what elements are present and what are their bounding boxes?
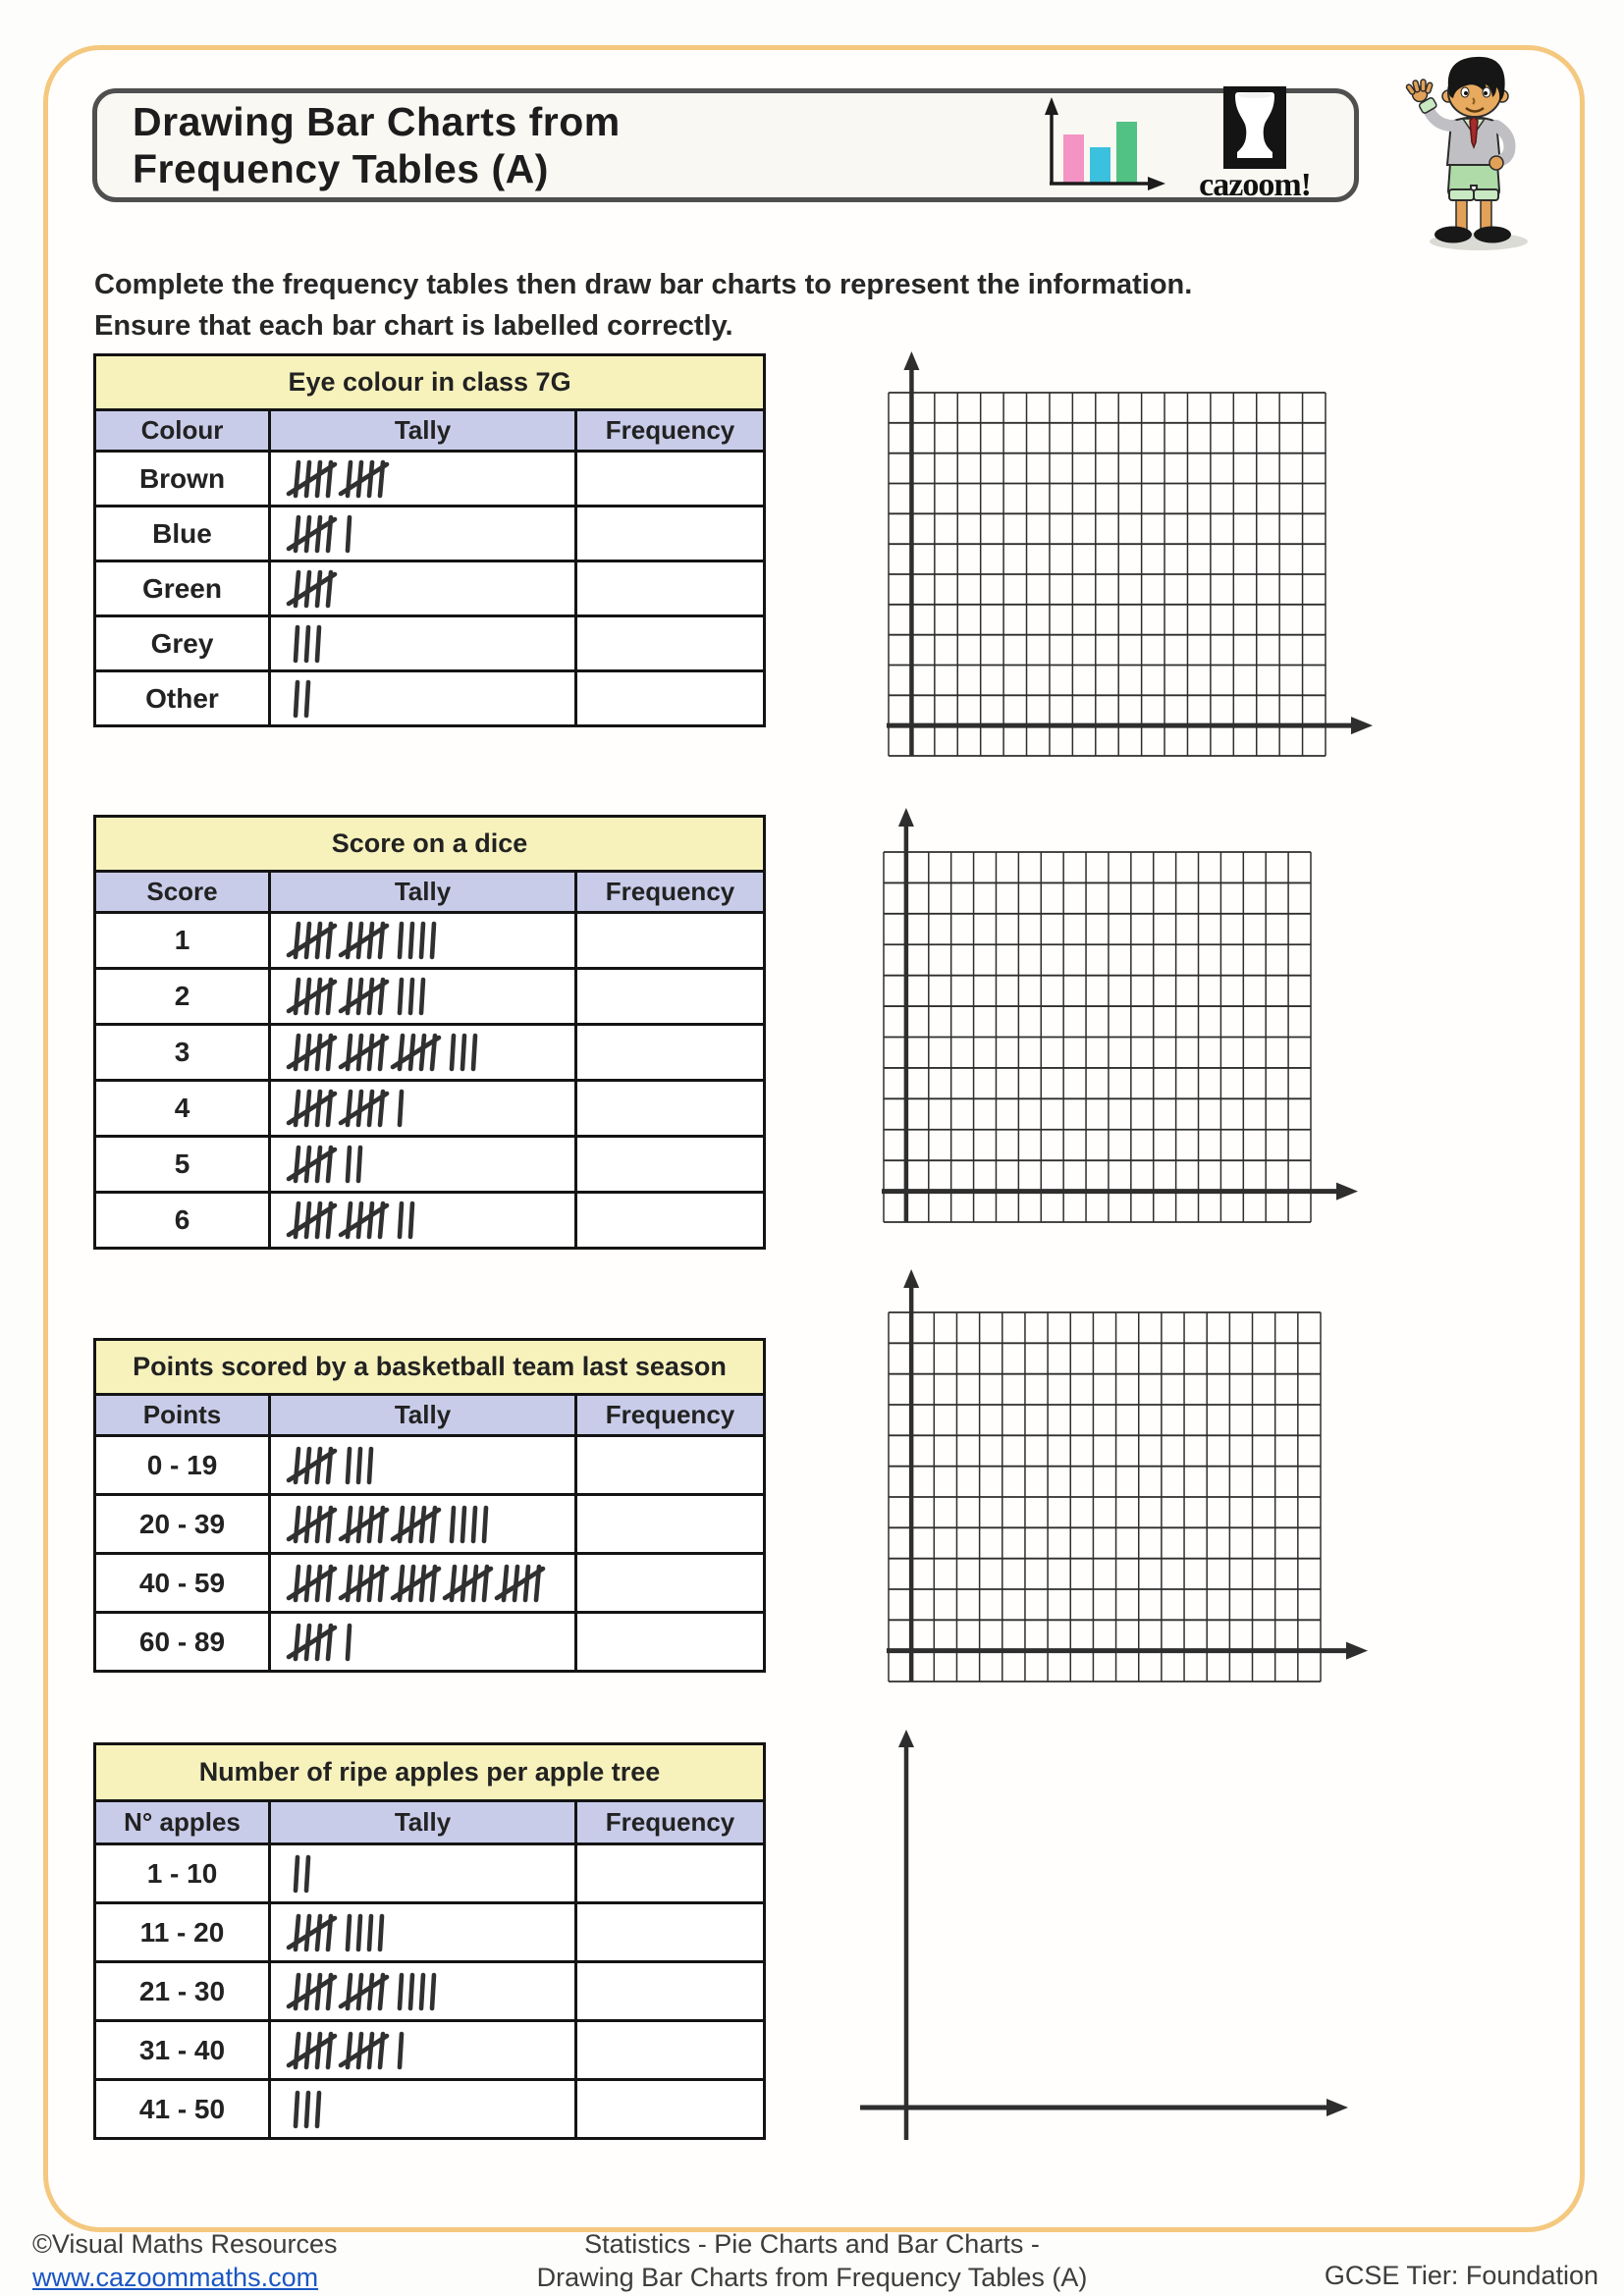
tally-cell [270, 913, 576, 969]
table-row [95, 1025, 765, 1081]
category-label: Grey [95, 616, 270, 671]
student-mascot-illustration [1394, 49, 1551, 255]
tally-marks [286, 1968, 451, 2015]
category-label: Green [95, 561, 270, 616]
category-label: Other [95, 671, 270, 726]
instructions [94, 264, 1489, 347]
tally-marks [286, 1501, 503, 1548]
cazoom-drum-icon [1223, 86, 1286, 169]
frequency-cell[interactable] [576, 1025, 765, 1081]
cazoom-wordmark: cazoom! [1199, 167, 1311, 203]
tally-cell [270, 2021, 576, 2080]
topic-line1: Statistics - Pie Charts and Bar Charts - [584, 2229, 1040, 2259]
bar-chart-grid-1 [854, 347, 1404, 779]
tally-cell [270, 1962, 576, 2021]
category-label: 4 [95, 1081, 270, 1137]
tally-marks [286, 1619, 366, 1666]
frequency-cell[interactable] [576, 1193, 765, 1249]
column-header: Points [95, 1395, 270, 1436]
cazoom-logo [1199, 86, 1311, 204]
tally-marks [286, 973, 440, 1020]
category-label: Brown [95, 452, 270, 507]
category-label: 21 - 30 [95, 1962, 270, 2021]
frequency-cell[interactable] [576, 1081, 765, 1137]
frequency-cell[interactable] [576, 616, 765, 671]
page-title [97, 98, 1038, 193]
table-row [95, 1081, 765, 1137]
tally-cell [270, 1613, 576, 1672]
table-row [95, 2021, 765, 2080]
column-header: Frequency [576, 410, 765, 452]
frequency-table-3 [93, 1338, 766, 1673]
tally-cell [270, 969, 576, 1025]
tally-marks [286, 1909, 399, 1956]
table-row [95, 671, 765, 726]
tally-cell [270, 1495, 576, 1554]
frequency-cell[interactable] [576, 1137, 765, 1193]
tally-marks [286, 917, 451, 964]
table-row [95, 507, 765, 561]
table-row [95, 913, 765, 969]
tally-marks [286, 1197, 429, 1244]
column-header: Frequency [576, 1395, 765, 1436]
tier-label: GCSE Tier: Foundation [1324, 2261, 1598, 2290]
tally-cell [270, 1436, 576, 1495]
table-row [95, 969, 765, 1025]
frequency-table-4 [93, 1742, 766, 2140]
column-header: Tally [270, 1395, 576, 1436]
category-label: 31 - 40 [95, 2021, 270, 2080]
frequency-cell[interactable] [576, 969, 765, 1025]
tally-marks [286, 620, 336, 667]
frequency-cell[interactable] [576, 452, 765, 507]
tally-marks [286, 1085, 418, 1132]
column-header: N° apples [95, 1801, 270, 1844]
frequency-cell[interactable] [576, 1554, 765, 1613]
tally-cell [270, 507, 576, 561]
column-header: Tally [270, 872, 576, 913]
tally-marks [286, 565, 355, 613]
category-label: 60 - 89 [95, 1613, 270, 1672]
category-label: 6 [95, 1193, 270, 1249]
tally-cell [270, 1844, 576, 1903]
instructions-line2: Ensure that each bar chart is labelled correctly. [94, 310, 733, 343]
tally-cell [270, 2080, 576, 2139]
table-row [95, 1436, 765, 1495]
table-row [95, 1554, 765, 1613]
tally-marks [286, 675, 325, 722]
tally-marks [286, 1029, 492, 1076]
website-link[interactable]: www.cazoommaths.com [32, 2262, 319, 2292]
category-label: Blue [95, 507, 270, 561]
frequency-cell[interactable] [576, 2080, 765, 2139]
tally-cell [270, 1903, 576, 1962]
frequency-cell[interactable] [576, 1962, 765, 2021]
table-row [95, 1962, 765, 2021]
tally-cell [270, 561, 576, 616]
tally-marks [286, 1141, 377, 1188]
logo-group [1038, 86, 1354, 204]
table-row [95, 1193, 765, 1249]
frequency-cell[interactable] [576, 1495, 765, 1554]
tally-marks [286, 510, 366, 558]
bar-chart-icon [1038, 95, 1173, 195]
column-header: Frequency [576, 872, 765, 913]
column-header: Tally [270, 1801, 576, 1844]
page-title-line2: Frequency Tables (A) [133, 146, 549, 191]
category-label: 1 - 10 [95, 1844, 270, 1903]
frequency-cell[interactable] [576, 671, 765, 726]
blank-axes-area [833, 1720, 1382, 2155]
table-row [95, 616, 765, 671]
table-row [95, 1613, 765, 1672]
page-title-line1: Drawing Bar Charts from [133, 98, 621, 144]
category-label: 1 [95, 913, 270, 969]
tally-marks [286, 1560, 564, 1607]
tally-cell [270, 671, 576, 726]
column-header: Frequency [576, 1801, 765, 1844]
table-row [95, 1137, 765, 1193]
category-label: 0 - 19 [95, 1436, 270, 1495]
category-label: 41 - 50 [95, 2080, 270, 2139]
bar-chart-grid-3 [854, 1264, 1404, 1701]
table-title: Points scored by a basketball team last season [95, 1340, 765, 1395]
category-label: 20 - 39 [95, 1495, 270, 1554]
tally-marks [286, 2027, 418, 2074]
column-header: Score [95, 872, 270, 913]
tally-marks [286, 455, 407, 503]
table-row [95, 2080, 765, 2139]
column-header: Colour [95, 410, 270, 452]
frequency-table-2 [93, 815, 766, 1250]
copyright-text: ©Visual Maths Resources [32, 2229, 338, 2259]
tally-cell [270, 1025, 576, 1081]
tally-cell [270, 616, 576, 671]
tally-cell [270, 1137, 576, 1193]
title-box [92, 88, 1359, 202]
frequency-cell[interactable] [576, 1844, 765, 1903]
instructions-line1: Complete the frequency tables then draw bar charts to represent the information. [94, 269, 1193, 300]
tally-marks [286, 2086, 336, 2133]
frequency-cell[interactable] [576, 913, 765, 969]
tally-cell [270, 1193, 576, 1249]
frequency-table-1 [93, 353, 766, 727]
bar-chart-grid-2 [849, 803, 1399, 1242]
category-label: 40 - 59 [95, 1554, 270, 1613]
frequency-cell[interactable] [576, 1903, 765, 1962]
tally-cell [270, 1554, 576, 1613]
frequency-cell[interactable] [576, 507, 765, 561]
table-row [95, 1903, 765, 1962]
table-row [95, 1844, 765, 1903]
table-row [95, 561, 765, 616]
table-row [95, 1495, 765, 1554]
tally-marks [286, 1850, 325, 1897]
table-title: Number of ripe apples per apple tree [95, 1744, 765, 1801]
column-header: Tally [270, 410, 576, 452]
table-title: Eye colour in class 7G [95, 355, 765, 410]
frequency-cell[interactable] [576, 1436, 765, 1495]
table-title: Score on a dice [95, 817, 765, 872]
table-row [95, 452, 765, 507]
frequency-cell[interactable] [576, 1613, 765, 1672]
category-label: 2 [95, 969, 270, 1025]
tally-marks [286, 1442, 388, 1489]
tally-cell [270, 452, 576, 507]
category-label: 5 [95, 1137, 270, 1193]
category-label: 3 [95, 1025, 270, 1081]
frequency-cell[interactable] [576, 2021, 765, 2080]
topic-line2: Drawing Bar Charts from Frequency Tables (A) [536, 2262, 1088, 2292]
frequency-cell[interactable] [576, 561, 765, 616]
tally-cell [270, 1081, 576, 1137]
category-label: 11 - 20 [95, 1903, 270, 1962]
